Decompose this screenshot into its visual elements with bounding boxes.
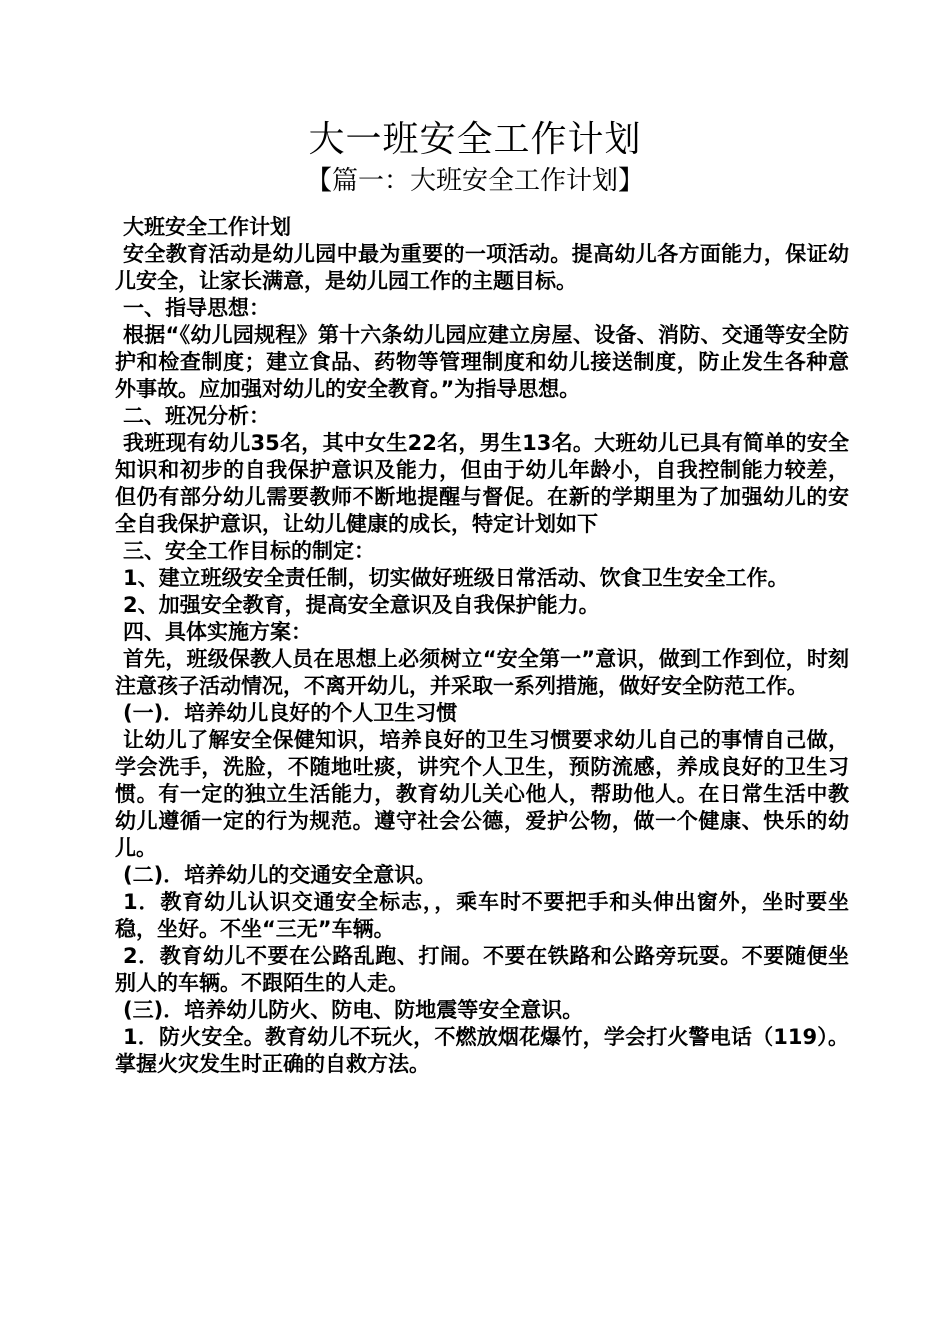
paragraph: 首先，班级保教人员在思想上必须树立“安全第一”意识，做到工作到位，时刻注意孩子活动情况，不离开幼儿，并采取一系列措施，做好安全防范工作。 — [115, 647, 849, 698]
section-heading: 大班安全工作计划 — [123, 215, 291, 239]
page-subtitle: 【篇一：大班安全工作计划】 — [305, 166, 644, 196]
paragraph: 根据“《幼儿园规程》第十六条幼儿园应建立房屋、设备、消防、交通等安全防护和检查制度；建立食品、药物等管理制度和幼儿接送制度，防止发生各种意外事故。应加强对幼儿的安全教育。”为指导思想。 — [115, 323, 849, 401]
paragraph: 让幼儿了解安全保健知识，培养良好的卫生习惯要求幼儿自己的事情自己做，学会洗手，洗脸，不随地吐痰，讲究个人卫生，预防流感，养成良好的卫生习惯。有一定的独立生活能力，教育幼儿关心他人，帮助他人。在日常生活中教幼儿遵循一定的行为规范。遵守社会公德，爱护公物，做一个健康、快乐的幼儿。 — [115, 728, 849, 860]
section-heading: 四、具体实施方案： — [123, 620, 312, 644]
document-body — [115, 214, 849, 1078]
subsection-heading: (三)．培养幼儿防火、防电、防地震等安全意识。 — [123, 998, 584, 1022]
list-item: 1．教育幼儿认识交通安全标志，，乘车时不要把手和头伸出窗外，坐时要坐稳，坐好。不坐“三无”车辆。 — [115, 890, 849, 941]
paragraph: 我班现有幼儿35名，其中女生22名，男生13名。大班幼儿已具有简单的安全知识和初步的自我保护意识及能力，但由于幼儿年龄小，自我控制能力较差，但仍有部分幼儿需要教师不断地提醒与督促。在新的学期里为了加强幼儿的安全自我保护意识，让幼儿健康的成长，特定计划如下 — [115, 431, 849, 536]
page-title: 大一班安全工作计划 — [308, 119, 642, 160]
section-heading: 三、安全工作目标的制定： — [123, 539, 375, 563]
list-item: 1、建立班级安全责任制，切实做好班级日常活动、饮食卫生安全工作。 — [123, 566, 789, 590]
list-item: 1．防火安全。教育幼儿不玩火，不燃放烟花爆竹，学会打火警电话（119）。掌握火灾发生时正确的自救方法。 — [115, 1025, 849, 1076]
subsection-heading: (二)．培养幼儿的交通安全意识。 — [123, 863, 437, 887]
section-heading: 一、指导思想： — [123, 296, 270, 320]
subsection-heading: (一)．培养幼儿良好的个人卫生习惯 — [123, 701, 458, 725]
list-item: 2．教育幼儿不要在公路乱跑、打闹。不要在铁路和公路旁玩耍。不要随便坐别人的车辆。不跟陌生的人走。 — [115, 944, 849, 995]
section-heading: 二、班况分析： — [123, 404, 270, 428]
paragraph: 安全教育活动是幼儿园中最为重要的一项活动。提高幼儿各方面能力，保证幼儿安全，让家长满意，是幼儿园工作的主题目标。 — [115, 242, 849, 293]
list-item: 2、加强安全教育，提高安全意识及自我保护能力。 — [123, 593, 600, 617]
